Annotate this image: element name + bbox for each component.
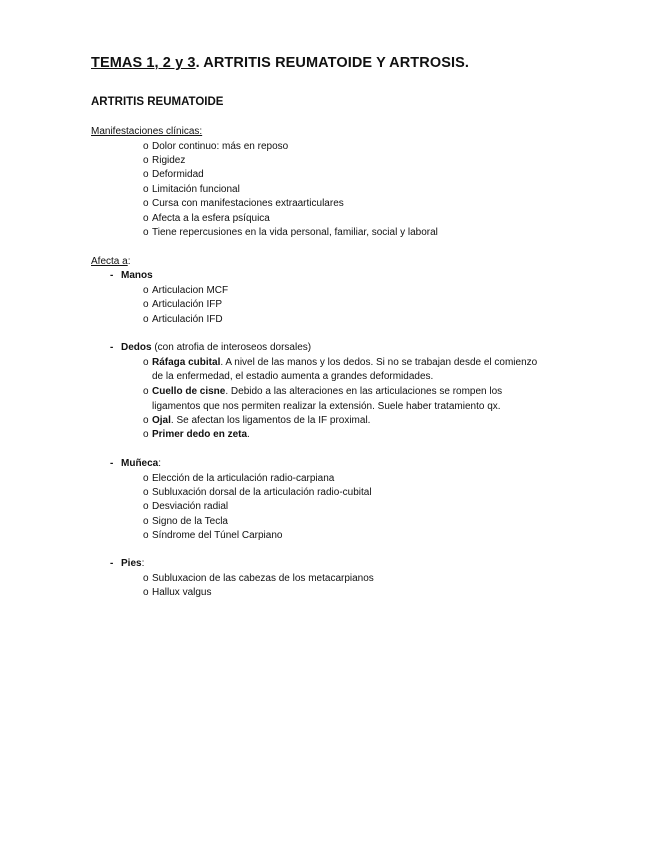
list-item xyxy=(152,357,537,369)
page-title xyxy=(91,55,469,71)
item-text: . Debido a las alteraciones en las articulaciones se rompen los xyxy=(225,386,503,397)
list-bullet: o xyxy=(143,587,149,598)
list-bullet: o xyxy=(143,573,149,584)
list-bullet: o xyxy=(143,299,149,310)
manos-title: Manos xyxy=(121,270,153,281)
muneca-colon: : xyxy=(158,458,162,469)
item-bold-term: Ojal xyxy=(152,415,171,426)
list-item: Signo de la Tecla xyxy=(152,516,228,527)
list-bullet: o xyxy=(143,227,149,238)
item-bold-term: Cuello de cisne xyxy=(152,386,226,397)
list-bullet: o xyxy=(143,169,149,180)
list-bullet: o xyxy=(143,198,149,209)
list-bullet: o xyxy=(143,184,149,195)
section-dash: - xyxy=(110,270,114,281)
muneca-header xyxy=(121,458,161,470)
list-item: Elección de la articulación radio-carpiana xyxy=(152,473,335,484)
item-bold-term: Primer dedo en zeta xyxy=(152,429,248,440)
section-heading: ARTRITIS REUMATOIDE xyxy=(91,96,224,108)
dedos-title: Dedos xyxy=(121,342,152,353)
list-bullet: o xyxy=(143,530,149,541)
list-item: Hallux valgus xyxy=(152,587,212,598)
list-item: Limitación funcional xyxy=(152,184,240,195)
list-bullet: o xyxy=(143,516,149,527)
list-bullet: o xyxy=(143,501,149,512)
list-item: Deformidad xyxy=(152,169,204,180)
list-item: Subluxación dorsal de la articulación radio-cubital xyxy=(152,487,372,498)
pies-header xyxy=(121,558,144,570)
dedos-note: (con atrofia de interoseos dorsales) xyxy=(151,342,312,353)
list-item: Articulación IFD xyxy=(152,314,223,325)
list-bullet: o xyxy=(143,314,149,325)
item-bold-term: Ráfaga cubital xyxy=(152,357,221,368)
title-rest: . ARTRITIS REUMATOIDE Y ARTROSIS. xyxy=(195,55,470,71)
list-item: Síndrome del Túnel Carpiano xyxy=(152,530,283,541)
title-underlined: TEMAS 1, 2 y 3 xyxy=(91,55,196,71)
list-item: Desviación radial xyxy=(152,501,229,512)
list-item: Afecta a la esfera psíquica xyxy=(152,213,270,224)
item-text: . A nivel de las manos y los dedos. Si no se trabajan desde el comienzo xyxy=(220,357,538,368)
list-item xyxy=(152,415,370,427)
list-item xyxy=(152,429,250,441)
list-bullet: o xyxy=(143,141,149,152)
list-item: Cursa con manifestaciones extraarticulares xyxy=(152,198,344,209)
list-bullet: o xyxy=(143,155,149,166)
dedos-header xyxy=(121,342,311,354)
manifestaciones-label: Manifestaciones clínicas: xyxy=(91,126,203,137)
list-item: Dolor continuo: más en reposo xyxy=(152,141,289,152)
section-dash: - xyxy=(110,458,114,469)
item-text: . xyxy=(247,429,250,440)
item-text: . Se afectan los ligamentos de la IF proximal. xyxy=(170,415,371,426)
section-dash: - xyxy=(110,342,114,353)
list-bullet: o xyxy=(143,285,149,296)
list-bullet: o xyxy=(143,213,149,224)
pies-title: Pies xyxy=(121,558,142,569)
list-item-continuation: ligamentos que nos permiten realizar la extensión. Suele haber tratamiento qx. xyxy=(152,401,501,412)
list-item: Articulacion MCF xyxy=(152,285,229,296)
list-bullet: o xyxy=(143,386,149,397)
afecta-label-colon: : xyxy=(127,256,131,267)
afecta-label xyxy=(91,256,130,268)
list-item: Tiene repercusiones en la vida personal, familiar, social y laboral xyxy=(152,227,438,238)
list-bullet: o xyxy=(143,357,149,368)
list-bullet: o xyxy=(143,487,149,498)
afecta-label-text: Afecta a xyxy=(91,256,128,267)
muneca-title: Muñeca xyxy=(121,458,159,469)
list-bullet: o xyxy=(143,429,149,440)
pies-colon: : xyxy=(141,558,145,569)
section-dash: - xyxy=(110,558,114,569)
list-bullet: o xyxy=(143,415,149,426)
list-item: Rigidez xyxy=(152,155,186,166)
list-item-continuation: de la enfermedad, el estadio aumenta a grandes deformidades. xyxy=(152,371,434,382)
list-item: Subluxacion de las cabezas de los metacarpianos xyxy=(152,573,374,584)
list-item xyxy=(152,386,502,398)
list-bullet: o xyxy=(143,473,149,484)
list-item: Articulación IFP xyxy=(152,299,223,310)
